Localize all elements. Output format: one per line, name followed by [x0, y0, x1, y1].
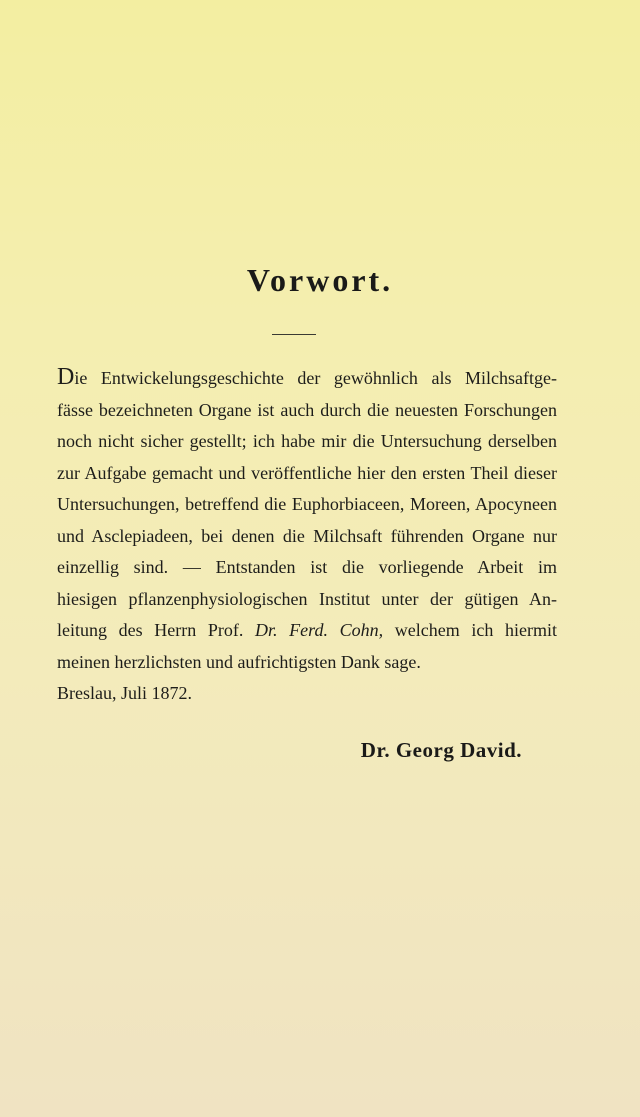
drop-cap: D	[57, 364, 75, 390]
text-segment: ie Entwickelungsgeschichte der gewöhnlich als Milchsaftge-	[74, 368, 557, 388]
place-date: Breslau, Juli 1872.	[57, 683, 192, 703]
text-segment: welchem ich hiermit	[394, 620, 558, 640]
text-line: und Asclepiadeen, bei denen die Milchsaft führenden Organe nur	[57, 525, 557, 546]
text-line: zur Aufgabe gemacht und veröffentliche hier den ersten Theil dieser	[57, 462, 557, 483]
title-divider	[272, 334, 316, 335]
page-title: Vorwort.	[246, 262, 394, 298]
italic-name: Dr. Ferd. Cohn,	[255, 620, 384, 640]
text-line: einzellig sind. — Entstanden ist die vorliegende Arbeit im	[57, 557, 557, 577]
text-line: hiesigen pflanzenphysiologischen Institut unter der gütigen An-	[57, 588, 557, 609]
text-line: fässe bezeichneten Organe ist auch durch die neuesten Forschungen	[57, 399, 557, 420]
text-line	[57, 362, 557, 395]
text-line: meinen herzlichsten und aufrichtigsten Dank sage.	[57, 651, 421, 672]
text-line: Untersuchungen, betreffend die Euphorbiaceen, Moreen, Apocyneen	[57, 494, 557, 514]
author-signature: Dr. Georg David.	[360, 738, 522, 762]
text-segment: leitung des Herrn Prof.	[57, 620, 244, 640]
preface-text	[57, 362, 557, 678]
text-line: noch nicht sicher gestellt; ich habe mir die Untersuchung derselben	[57, 431, 557, 451]
text-line	[57, 615, 557, 647]
